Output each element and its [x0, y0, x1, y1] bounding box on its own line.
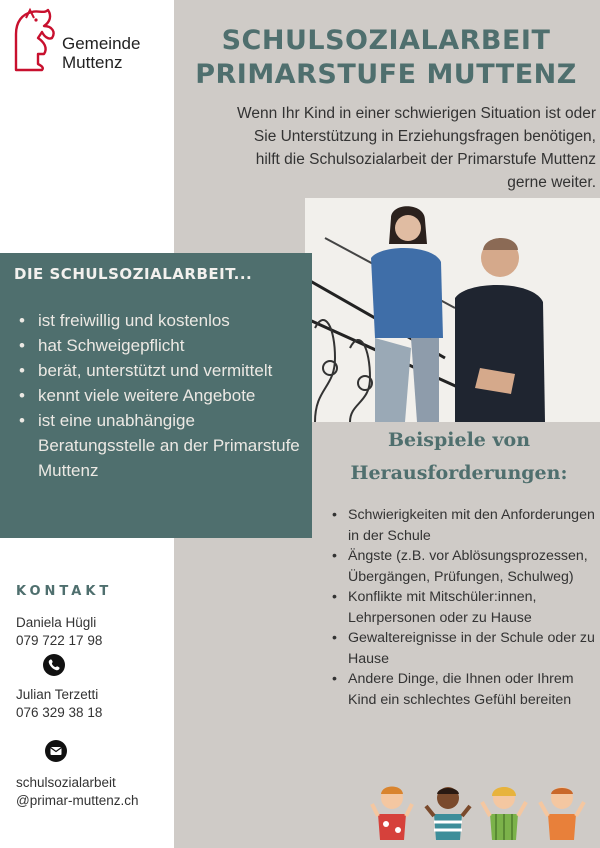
- contact-email[interactable]: [16, 774, 138, 810]
- list-item: • Andere Dinge, die Ihnen oder Ihrem Kind ein schlechtes Gefühl bereiten: [330, 669, 600, 710]
- examples-heading-line1: Beispiele von: [387, 429, 531, 451]
- about-list: [16, 308, 306, 483]
- examples-heading: [318, 424, 600, 490]
- intro-text: [176, 102, 596, 194]
- examples-heading-line2: Herausforderungen:: [350, 462, 568, 484]
- title-line1: SCHULSOZIALARBEIT: [221, 25, 551, 56]
- contact-person1: [16, 614, 102, 650]
- page-title: [180, 24, 592, 92]
- about-heading: DIE SCHULSOZIALARBEIT...: [14, 265, 253, 283]
- list-item: • ist eine unabhängige Beratungsstelle an der Primarstufe Muttenz: [16, 408, 306, 483]
- title-line2: PRIMARSTUFE MUTTENZ: [195, 59, 577, 90]
- email-line1: schulsozialarbeit: [16, 775, 116, 790]
- list-item: • Schwierigkeiten mit den Anforderungen in der Schule: [330, 505, 600, 546]
- intro-line: gerne weiter.: [507, 174, 596, 191]
- list-item: • hat Schweigepflicht: [16, 333, 306, 358]
- contact-phone[interactable]: 079 722 17 98: [16, 633, 103, 648]
- list-item: • Ängste (z.B. vor Ablösungsprozessen, Übergängen, Prüfungen, Schulweg): [330, 546, 600, 587]
- list-item: • berät, unterstützt und vermittelt: [16, 358, 306, 383]
- list-item: • Konflikte mit Mitschüler:innen, Lehrpersonen oder zu Hause: [330, 587, 600, 628]
- examples-list: [330, 505, 600, 710]
- list-item: • Gewaltereignisse in der Schule oder zu Hause: [330, 628, 600, 669]
- children-illustration: [370, 780, 590, 840]
- contact-heading: KONTAKT: [16, 584, 113, 599]
- contact-name: Julian Terzetti: [16, 687, 99, 702]
- team-photo: [305, 198, 600, 422]
- intro-line: hilft die Schulsozialarbeit der Primarstufe Muttenz: [255, 151, 596, 168]
- list-item: • ist freiwillig und kostenlos: [16, 308, 306, 333]
- intro-line: Wenn Ihr Kind in einer schwierigen Situation ist oder: [237, 105, 596, 122]
- logo-line1: Gemeinde: [62, 34, 141, 53]
- logo-text: [62, 34, 140, 72]
- intro-line: Sie Unterstützung in Erziehungsfragen benötigen,: [253, 128, 596, 145]
- about-panel: [0, 253, 312, 538]
- contact-phone[interactable]: 076 329 38 18: [16, 705, 103, 720]
- contact-name: Daniela Hügli: [16, 615, 97, 630]
- list-item: • kennt viele weitere Angebote: [16, 383, 306, 408]
- email-icon: [45, 740, 67, 762]
- logo-line2: Muttenz: [62, 53, 123, 72]
- phone-icon: [43, 654, 65, 676]
- contact-person2: [16, 686, 102, 722]
- email-line2: @primar-muttenz.ch: [16, 793, 139, 808]
